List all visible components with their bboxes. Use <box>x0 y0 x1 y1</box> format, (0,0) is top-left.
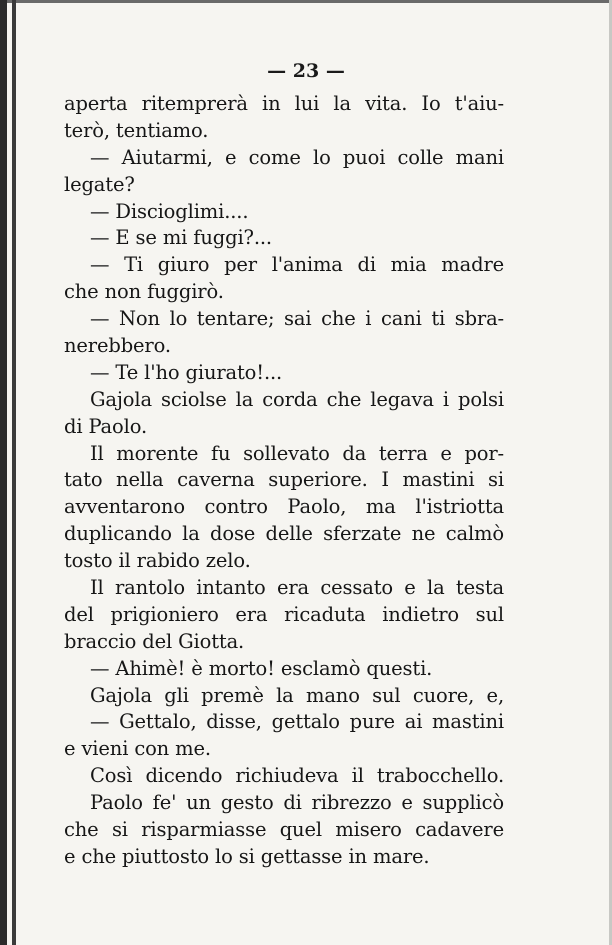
text-line: duplicando la dose delle sferzate ne calmò <box>64 522 504 546</box>
text-line: e vieni con me. <box>64 737 211 761</box>
text-line: — Discioglimi.... <box>90 199 249 223</box>
text-line: del prigioniero era ricaduta indietro sul <box>64 602 504 626</box>
text-line: Così dicendo richiudeva il trabocchello. <box>90 764 504 788</box>
text-line: — Ti giuro per l'anima di mia madre <box>90 253 504 277</box>
text-line: — Non lo tentare; sai che i cani ti sbra- <box>90 307 504 331</box>
text-line: tato nella caverna superiore. I mastini si <box>64 468 504 492</box>
text-line: legate? <box>64 172 135 196</box>
text-line: — Ahimè! è morto! esclamò questi. <box>90 656 433 680</box>
text-line: — E se mi fuggi?... <box>90 226 272 250</box>
text-line: che si risparmiasse quel misero cadavere <box>64 818 504 842</box>
text-line: di Paolo. <box>64 414 148 438</box>
text-line: Il morente fu sollevato da terra e por- <box>90 441 504 465</box>
text-line: che non fuggirò. <box>64 280 224 304</box>
page-top-edge <box>0 0 612 3</box>
text-line: — Aiutarmi, e come lo puoi colle mani <box>90 145 504 169</box>
text-line: nerebbero. <box>64 334 171 358</box>
page-text <box>64 91 504 871</box>
text-line: tosto il rabido zelo. <box>64 549 251 573</box>
text-line: Il rantolo intanto era cessato e la testa <box>90 576 504 600</box>
text-line: Gajola gli premè la mano sul cuore, e, <box>90 683 504 707</box>
text-line: Paolo fe' un gesto di ribrezzo e supplicò <box>90 791 504 815</box>
text-line: e che piuttosto lo si gettasse in mare. <box>64 844 430 868</box>
text-line: — Gettalo, disse, gettalo pure ai mastini <box>90 710 504 734</box>
text-line: terò, tentiamo. <box>64 118 209 142</box>
text-line: avventarono contro Paolo, ma l'istriotta <box>64 495 504 519</box>
page-number: — 23 — <box>267 60 345 82</box>
text-line: aperta ritemprerà in lui la vita. Io t'aiu- <box>64 92 504 115</box>
book-spine-shadow <box>0 0 7 945</box>
text-line: — Te l'ho giurato!... <box>90 360 283 384</box>
text-line: braccio del Giotta. <box>64 629 245 653</box>
book-spine-line <box>12 0 16 945</box>
text-line: Gajola sciolse la corda che legava i polsi <box>90 387 504 411</box>
